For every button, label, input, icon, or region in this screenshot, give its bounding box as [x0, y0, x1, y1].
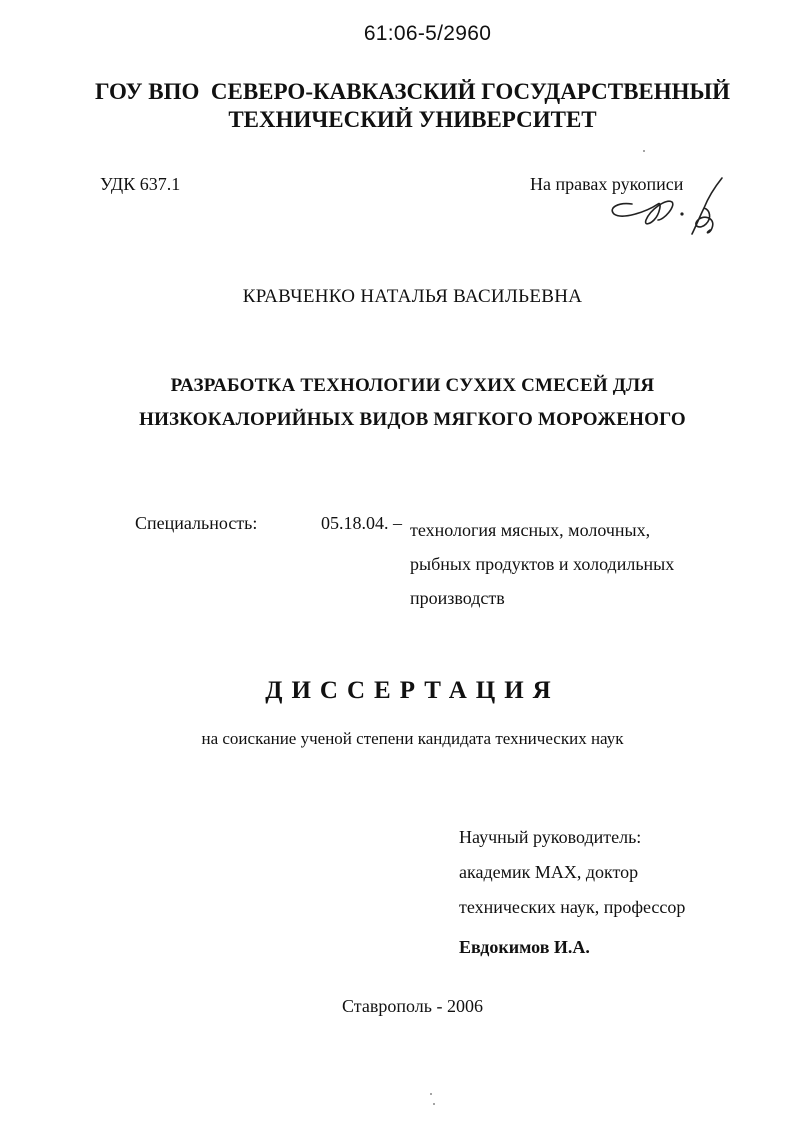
- specialty-code: 05.18.04. –: [321, 513, 402, 533]
- document-type: ДИССЕРТАЦИЯ: [265, 677, 560, 704]
- specialty-line-3: производств: [410, 588, 505, 608]
- scan-speck: [430, 1093, 432, 1095]
- manuscript-rights: На правах рукописи: [530, 174, 684, 194]
- thesis-title-line-2: НИЗКОКАЛОРИЙНЫХ ВИДОВ МЯГКОГО МОРОЖЕНОГО: [139, 409, 686, 430]
- institution-name: [0, 78, 800, 134]
- specialty-label: Специальность:: [135, 513, 258, 533]
- thesis-title: [0, 369, 800, 437]
- specialty-line-1: технология мясных, молочных,: [410, 520, 651, 540]
- supervisor-line-3: технических наук, профессор: [459, 897, 686, 917]
- supervisor-line-2: академик МАХ, доктор: [459, 862, 639, 882]
- archive-code: 61:06-5/2960: [363, 22, 492, 45]
- udc-code: УДК 637.1: [100, 174, 181, 194]
- thesis-title-line-1: РАЗРАБОТКА ТЕХНОЛОГИИ СУХИХ СМЕСЕЙ ДЛЯ: [170, 375, 655, 396]
- institution-line-2: ТЕХНИЧЕСКИЙ УНИВЕРСИТЕТ: [228, 107, 597, 132]
- supervisor-block: [459, 820, 685, 925]
- specialty-description: [410, 513, 674, 615]
- city-year: Ставрополь - 2006: [342, 996, 483, 1016]
- author-name: КРАВЧЕНКО НАТАЛЬЯ ВАСИЛЬЕВНА: [242, 286, 583, 307]
- scan-speck: [643, 150, 645, 152]
- supervisor-name: Евдокимов И.А.: [459, 937, 590, 957]
- scan-speck: [433, 1103, 435, 1105]
- institution-line-1: ГОУ ВПО СЕВЕРО-КАВКАЗСКИЙ ГОСУДАРСТВЕННЫЙ: [94, 79, 731, 104]
- specialty-line-2: рыбных продуктов и холодильных: [410, 554, 675, 574]
- degree-statement: на соискание ученой степени кандидата технических наук: [201, 729, 624, 748]
- supervisor-line-1: Научный руководитель:: [459, 827, 642, 847]
- handwritten-signature: [600, 168, 740, 248]
